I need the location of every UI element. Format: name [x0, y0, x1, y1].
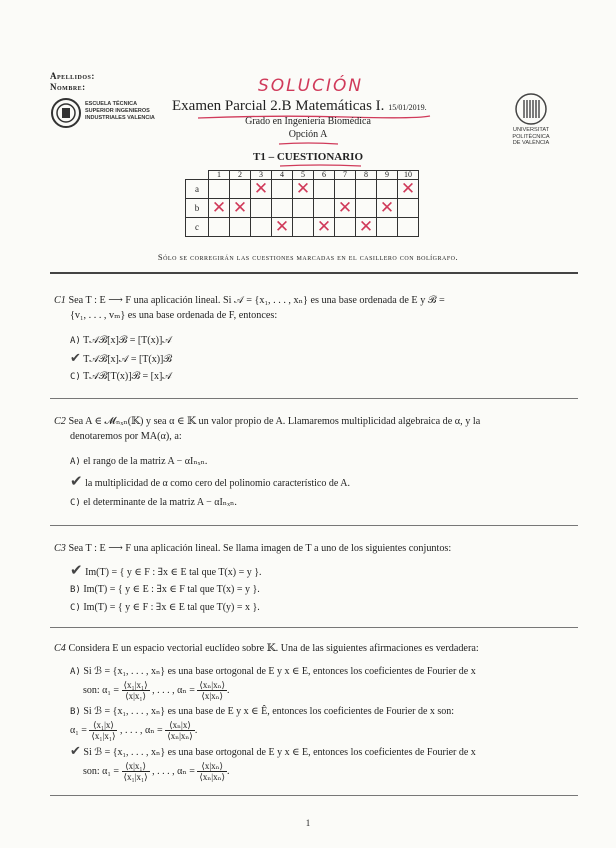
- c4-option-b-f2-num: ⟨xₙ|x⟩: [165, 720, 195, 731]
- grid-cell-a-8[interactable]: [356, 180, 377, 199]
- c4-option-c-f1-num: ⟨x|x₁⟩: [122, 761, 150, 772]
- c4-option-c-fraction-2: [197, 761, 227, 782]
- page-number: 1: [305, 818, 311, 828]
- cross-mark-icon: ✕: [400, 179, 416, 199]
- divider-3: [50, 525, 578, 526]
- cross-mark-icon: ✕: [295, 179, 311, 199]
- grid-col-header-8: 8: [356, 171, 377, 180]
- grid-col-header-6: 6: [314, 171, 335, 180]
- grid-cell-a-9[interactable]: [377, 180, 398, 199]
- grid-cell-c-2[interactable]: [230, 218, 251, 237]
- university-name: [496, 127, 566, 147]
- grid-col-header-7: 7: [335, 171, 356, 180]
- c4-option-c[interactable]: [70, 745, 580, 782]
- grid-cell-b-5[interactable]: [293, 199, 314, 218]
- c4-option-b-fraction-1: [89, 720, 117, 741]
- grid-cell-c-5[interactable]: [293, 218, 314, 237]
- c1-option-c[interactable]: [70, 370, 172, 384]
- c4-option-c-check-icon: ✔: [70, 744, 81, 759]
- school-name-line2: SUPERIOR INGENIEROS: [85, 108, 150, 114]
- c1-option-c-letter: C): [70, 372, 81, 382]
- university-name-line2: POLITÈCNICA: [512, 133, 550, 140]
- university-logo: [514, 92, 548, 126]
- question-c3: [54, 541, 584, 556]
- grid-col-header-4: 4: [272, 171, 293, 180]
- grid-row-c: [186, 218, 419, 237]
- grid-cell-a-5[interactable]: [293, 180, 314, 199]
- solucion-handwritten: SOLUCIÓN: [258, 76, 364, 96]
- c4-option-a-letter: A): [70, 667, 81, 677]
- c1-option-c-text: T𝒜ℬ[T(x)]ℬ = [x]𝒜: [83, 371, 172, 382]
- grid-cell-c-3[interactable]: [251, 218, 272, 237]
- question-c1-stem-line1: [54, 293, 584, 308]
- option-underline-handwritten: [278, 141, 340, 146]
- question-c3-stem-line1: [54, 541, 584, 556]
- c4-option-b-f1-num: ⟨x₁|x⟩: [89, 720, 117, 731]
- question-c2-stem-line1: [54, 414, 584, 429]
- c2-option-b-text: la multiplicidad de α como cero del polinomio característico de A.: [85, 478, 350, 489]
- grid-cell-c-9[interactable]: [377, 218, 398, 237]
- cross-mark-icon: ✕: [211, 198, 227, 218]
- grid-cell-a-3[interactable]: [251, 180, 272, 199]
- c4-option-a-dots: , . . . , αₙ =: [152, 684, 195, 696]
- c4-option-a-f1-num: ⟨x₁|x₁⟩: [123, 680, 148, 690]
- c4-option-c-text-2: son: α₁ =: [83, 765, 120, 777]
- c4-option-b-text-1: Si ℬ = {x₁, . . . , xₙ} es una base de E y x ∈ Ê, entonces los coeficientes de Fourier de x son:: [83, 706, 455, 717]
- cross-mark-icon: ✕: [316, 217, 332, 237]
- question-c2-stem-2: denotaremos por MA(α), a:: [70, 431, 182, 442]
- university-name-line1: UNIVERSITAT: [512, 127, 550, 133]
- c2-option-b[interactable]: [70, 474, 350, 491]
- c1-option-b[interactable]: [70, 352, 172, 367]
- c2-option-c-letter: C): [70, 498, 81, 508]
- grid-col-header-3: 3: [251, 171, 272, 180]
- exam-date: 15/01/2019.: [388, 103, 427, 112]
- c4-option-b-formula: α₁ = $\frac{\text{⟨x₁|x⟩}}{\text{⟨x₁|x₁⟩}}$ , . . . , αₙ = $\frac{\text{⟨xₙ|x⟩}}{\text{⟨xₙ|xₙ⟩}}$ .: [70, 720, 198, 741]
- c4-option-a-f2-den: ⟨x|xₙ⟩: [201, 691, 224, 701]
- c1-option-b-check-icon: ✔: [70, 351, 81, 366]
- university-name-line3: DE VALÈNCIA: [512, 140, 550, 146]
- question-c4-num: C4: [54, 643, 66, 654]
- c3-option-a[interactable]: [70, 563, 262, 580]
- c4-option-b[interactable]: [70, 705, 580, 741]
- c4-option-c-formula: son: α₁ = $\frac{\text{⟨x|x₁⟩}}{\text{⟨x₁|x₁⟩}}$ , . . . , αₙ = $\frac{\text{⟨x|xₙ⟩}}{\text{⟨xₙ|xₙ⟩}}$ .: [83, 761, 230, 782]
- question-c3-stem-1: Sea T : E ⟶ F una aplicación lineal. Se llama imagen de T a uno de los siguientes conjuntos:: [68, 543, 452, 554]
- grid-cell-b-6[interactable]: [314, 199, 335, 218]
- c4-option-c-f2-den: ⟨xₙ|xₙ⟩: [199, 772, 225, 782]
- c4-option-a-line1: [70, 665, 580, 679]
- degree: Grado en Ingeniería Biomédica: [245, 116, 371, 127]
- c2-option-a-text: el rango de la matriz A − αIₙₓₙ.: [83, 456, 208, 467]
- cross-mark-icon: ✕: [232, 198, 248, 218]
- exam-title: [172, 98, 427, 115]
- c1-option-a[interactable]: [70, 334, 172, 348]
- grid-title-underline-handwritten: [279, 163, 363, 168]
- c4-option-a-fraction-2: [197, 680, 227, 701]
- grid-col-header-10: 10: [398, 171, 419, 180]
- c1-option-a-text: T𝒜ℬ[x]ℬ = [T(x)]𝒜: [83, 335, 172, 346]
- c4-option-b-dots: , . . . , αₙ =: [119, 724, 163, 736]
- c4-option-c-f2-num: ⟨x|xₙ⟩: [197, 761, 227, 772]
- grid-cell-b-10[interactable]: [398, 199, 419, 218]
- grid-cell-b-8[interactable]: [356, 199, 377, 218]
- c4-option-b-text-2: α₁ =: [70, 724, 87, 736]
- c4-option-a-formula: son: α₁ = $\frac{\text{⟨x₁|x₁⟩}}{\text{⟨x|x₁⟩}}$ , . . . , αₙ = $\frac{\text{⟨xₙ|xₙ⟩}}{\text{⟨x|xₙ⟩}}$ .: [83, 680, 230, 701]
- question-c1: [54, 293, 584, 323]
- c2-option-c-text: el determinante de la matriz A − αIₙₓₙ.: [83, 497, 237, 508]
- grid-cell-a-10[interactable]: [398, 180, 419, 199]
- question-c4-stem-line1: [54, 641, 584, 656]
- c3-option-c-text: Im(T) = { y ∈ F : ∃x ∈ E tal que T(y) = x }.: [83, 602, 260, 613]
- grid-cell-b-1[interactable]: [209, 199, 230, 218]
- c4-option-b-f1-den: ⟨x₁|x₁⟩: [91, 731, 116, 741]
- grid-cell-c-6[interactable]: [314, 218, 335, 237]
- grid-col-header-5: 5: [293, 171, 314, 180]
- c3-option-b-text: Im(T) = { y ∈ E : ∃x ∈ F tal que T(x) = y }.: [83, 584, 260, 595]
- c4-option-b-line1: [70, 705, 580, 719]
- c4-option-a-text-1: Si ℬ = {x₁, . . . , xₙ} es una base ortogonal de E y x ∈ E, entonces los coeficientes de Fourier de x: [83, 666, 476, 677]
- exam-title-text: Examen Parcial 2.B Matemáticas I.: [172, 98, 385, 114]
- c4-option-a-text-2: son: α₁ =: [83, 684, 120, 696]
- c4-option-c-line1: [70, 745, 580, 760]
- c4-option-c-f1-den: ⟨x₁|x₁⟩: [123, 772, 148, 782]
- c4-option-c-fraction-1: [122, 761, 150, 782]
- divider-2: [50, 398, 578, 399]
- grid-cell-a-4[interactable]: [272, 180, 293, 199]
- cross-mark-icon: ✕: [379, 198, 395, 218]
- school-name-line1: ESCUELA TÉCNICA: [85, 101, 138, 107]
- question-c4-stem-1: Considera E un espacio vectorial euclídeo sobre 𝕂. Una de las siguientes afirmaciones es verdadera:: [68, 643, 479, 654]
- cross-mark-icon: ✕: [337, 198, 353, 218]
- c4-option-b-letter: B): [70, 707, 81, 717]
- grid-cell-a-7[interactable]: [335, 180, 356, 199]
- c3-option-b[interactable]: [70, 583, 260, 597]
- c4-option-a-fraction-1: [122, 680, 150, 701]
- grid-cell-b-4[interactable]: [272, 199, 293, 218]
- c4-option-a-f2-num: ⟨xₙ|xₙ⟩: [199, 680, 225, 690]
- c4-option-a[interactable]: [70, 665, 580, 701]
- divider-1: [50, 272, 578, 274]
- c4-option-b-fraction-2: [165, 720, 195, 741]
- grid-col-header-9: 9: [377, 171, 398, 180]
- grid-row-label: b: [186, 199, 209, 218]
- grid-cell-c-7[interactable]: [335, 218, 356, 237]
- c4-option-c-dots: , . . . , αₙ =: [152, 765, 195, 777]
- question-c2-num: C2: [54, 416, 66, 427]
- grid-cell-b-3[interactable]: [251, 199, 272, 218]
- question-c3-num: C3: [54, 543, 66, 554]
- question-c2-stem-1: Sea A ∈ 𝓜ₙₓₙ(𝕂) y sea α ∈ 𝕂 un valor propio de A. Llamaremos multiplicidad algebraica de α, y la: [68, 416, 481, 427]
- grid-row-label: a: [186, 180, 209, 199]
- apellidos-label: Apellidos:: [50, 71, 95, 81]
- grid-cell-c-4[interactable]: [272, 218, 293, 237]
- nombre-label: Nombre:: [50, 82, 86, 92]
- c3-option-b-letter: B): [70, 585, 81, 595]
- c2-option-a[interactable]: [70, 455, 207, 469]
- c2-option-a-letter: A): [70, 457, 81, 467]
- cross-mark-icon: ✕: [253, 179, 269, 199]
- grid-cell-a-6[interactable]: [314, 180, 335, 199]
- c3-option-a-text: Im(T) = { y ∈ F : ∃x ∈ E tal que T(x) = y }.: [85, 567, 262, 578]
- grid-col-header-1: 1: [209, 171, 230, 180]
- question-c1-stem-1: Sea T : E ⟶ F una aplicación lineal. Si 𝒜 = {x₁, . . . , xₙ} es una base ordenada de E y ℬ =: [68, 295, 445, 306]
- cross-mark-icon: ✕: [358, 217, 374, 237]
- c4-option-b-f2-den: ⟨xₙ|xₙ⟩: [167, 731, 193, 741]
- grid-cell-b-9[interactable]: [377, 199, 398, 218]
- grid-cell-b-2[interactable]: [230, 199, 251, 218]
- c1-option-a-letter: A): [70, 336, 81, 346]
- grid-cell-b-7[interactable]: [335, 199, 356, 218]
- grid-cell-c-8[interactable]: [356, 218, 377, 237]
- cross-mark-icon: ✕: [274, 217, 290, 237]
- question-c2: [54, 414, 584, 444]
- c2-option-b-check-icon: ✔: [70, 472, 83, 490]
- answer-grid: [185, 170, 419, 237]
- school-name-line3: INDUSTRIALES VALENCIA: [85, 115, 155, 121]
- grid-col-header-2: 2: [230, 171, 251, 180]
- grid-row-b: [186, 199, 419, 218]
- grid-row-a: [186, 180, 419, 199]
- option: Opción A: [288, 129, 328, 140]
- divider-4: [50, 627, 578, 628]
- grid-cell-a-2[interactable]: [230, 180, 251, 199]
- c1-option-b-text: T𝒜ℬ[x]𝒜 = [T(x)]ℬ: [83, 354, 172, 365]
- grid-note: Sólo se corregirán las cuestiones marcadas en el casillero con bolígrafo.: [157, 252, 459, 262]
- question-c1-stem-2: {v₁, . . . , vₘ} es una base ordenada de F, entonces:: [70, 310, 278, 321]
- grid-cell-c-1[interactable]: [209, 218, 230, 237]
- question-c1-num: C1: [54, 295, 66, 306]
- grid-corner: [186, 171, 209, 180]
- c4-option-a-f1-den: ⟨x|x₁⟩: [125, 691, 147, 701]
- grid-row-label: c: [186, 218, 209, 237]
- grid-title: T1 – CUESTIONARIO: [252, 151, 364, 163]
- question-c4: [54, 641, 584, 656]
- c2-option-c[interactable]: [70, 496, 237, 510]
- grid-cell-c-10[interactable]: [398, 218, 419, 237]
- c3-option-c-letter: C): [70, 603, 81, 613]
- divider-5: [50, 795, 578, 796]
- c3-option-c[interactable]: [70, 601, 260, 615]
- c4-option-c-text-1: Si ℬ = {x₁, . . . , xₙ} es una base ortogonal de E y x ∈ E, entonces los coeficientes de Fourier de x: [83, 747, 476, 758]
- c3-option-a-check-icon: ✔: [70, 561, 83, 579]
- grid-cell-a-1[interactable]: [209, 180, 230, 199]
